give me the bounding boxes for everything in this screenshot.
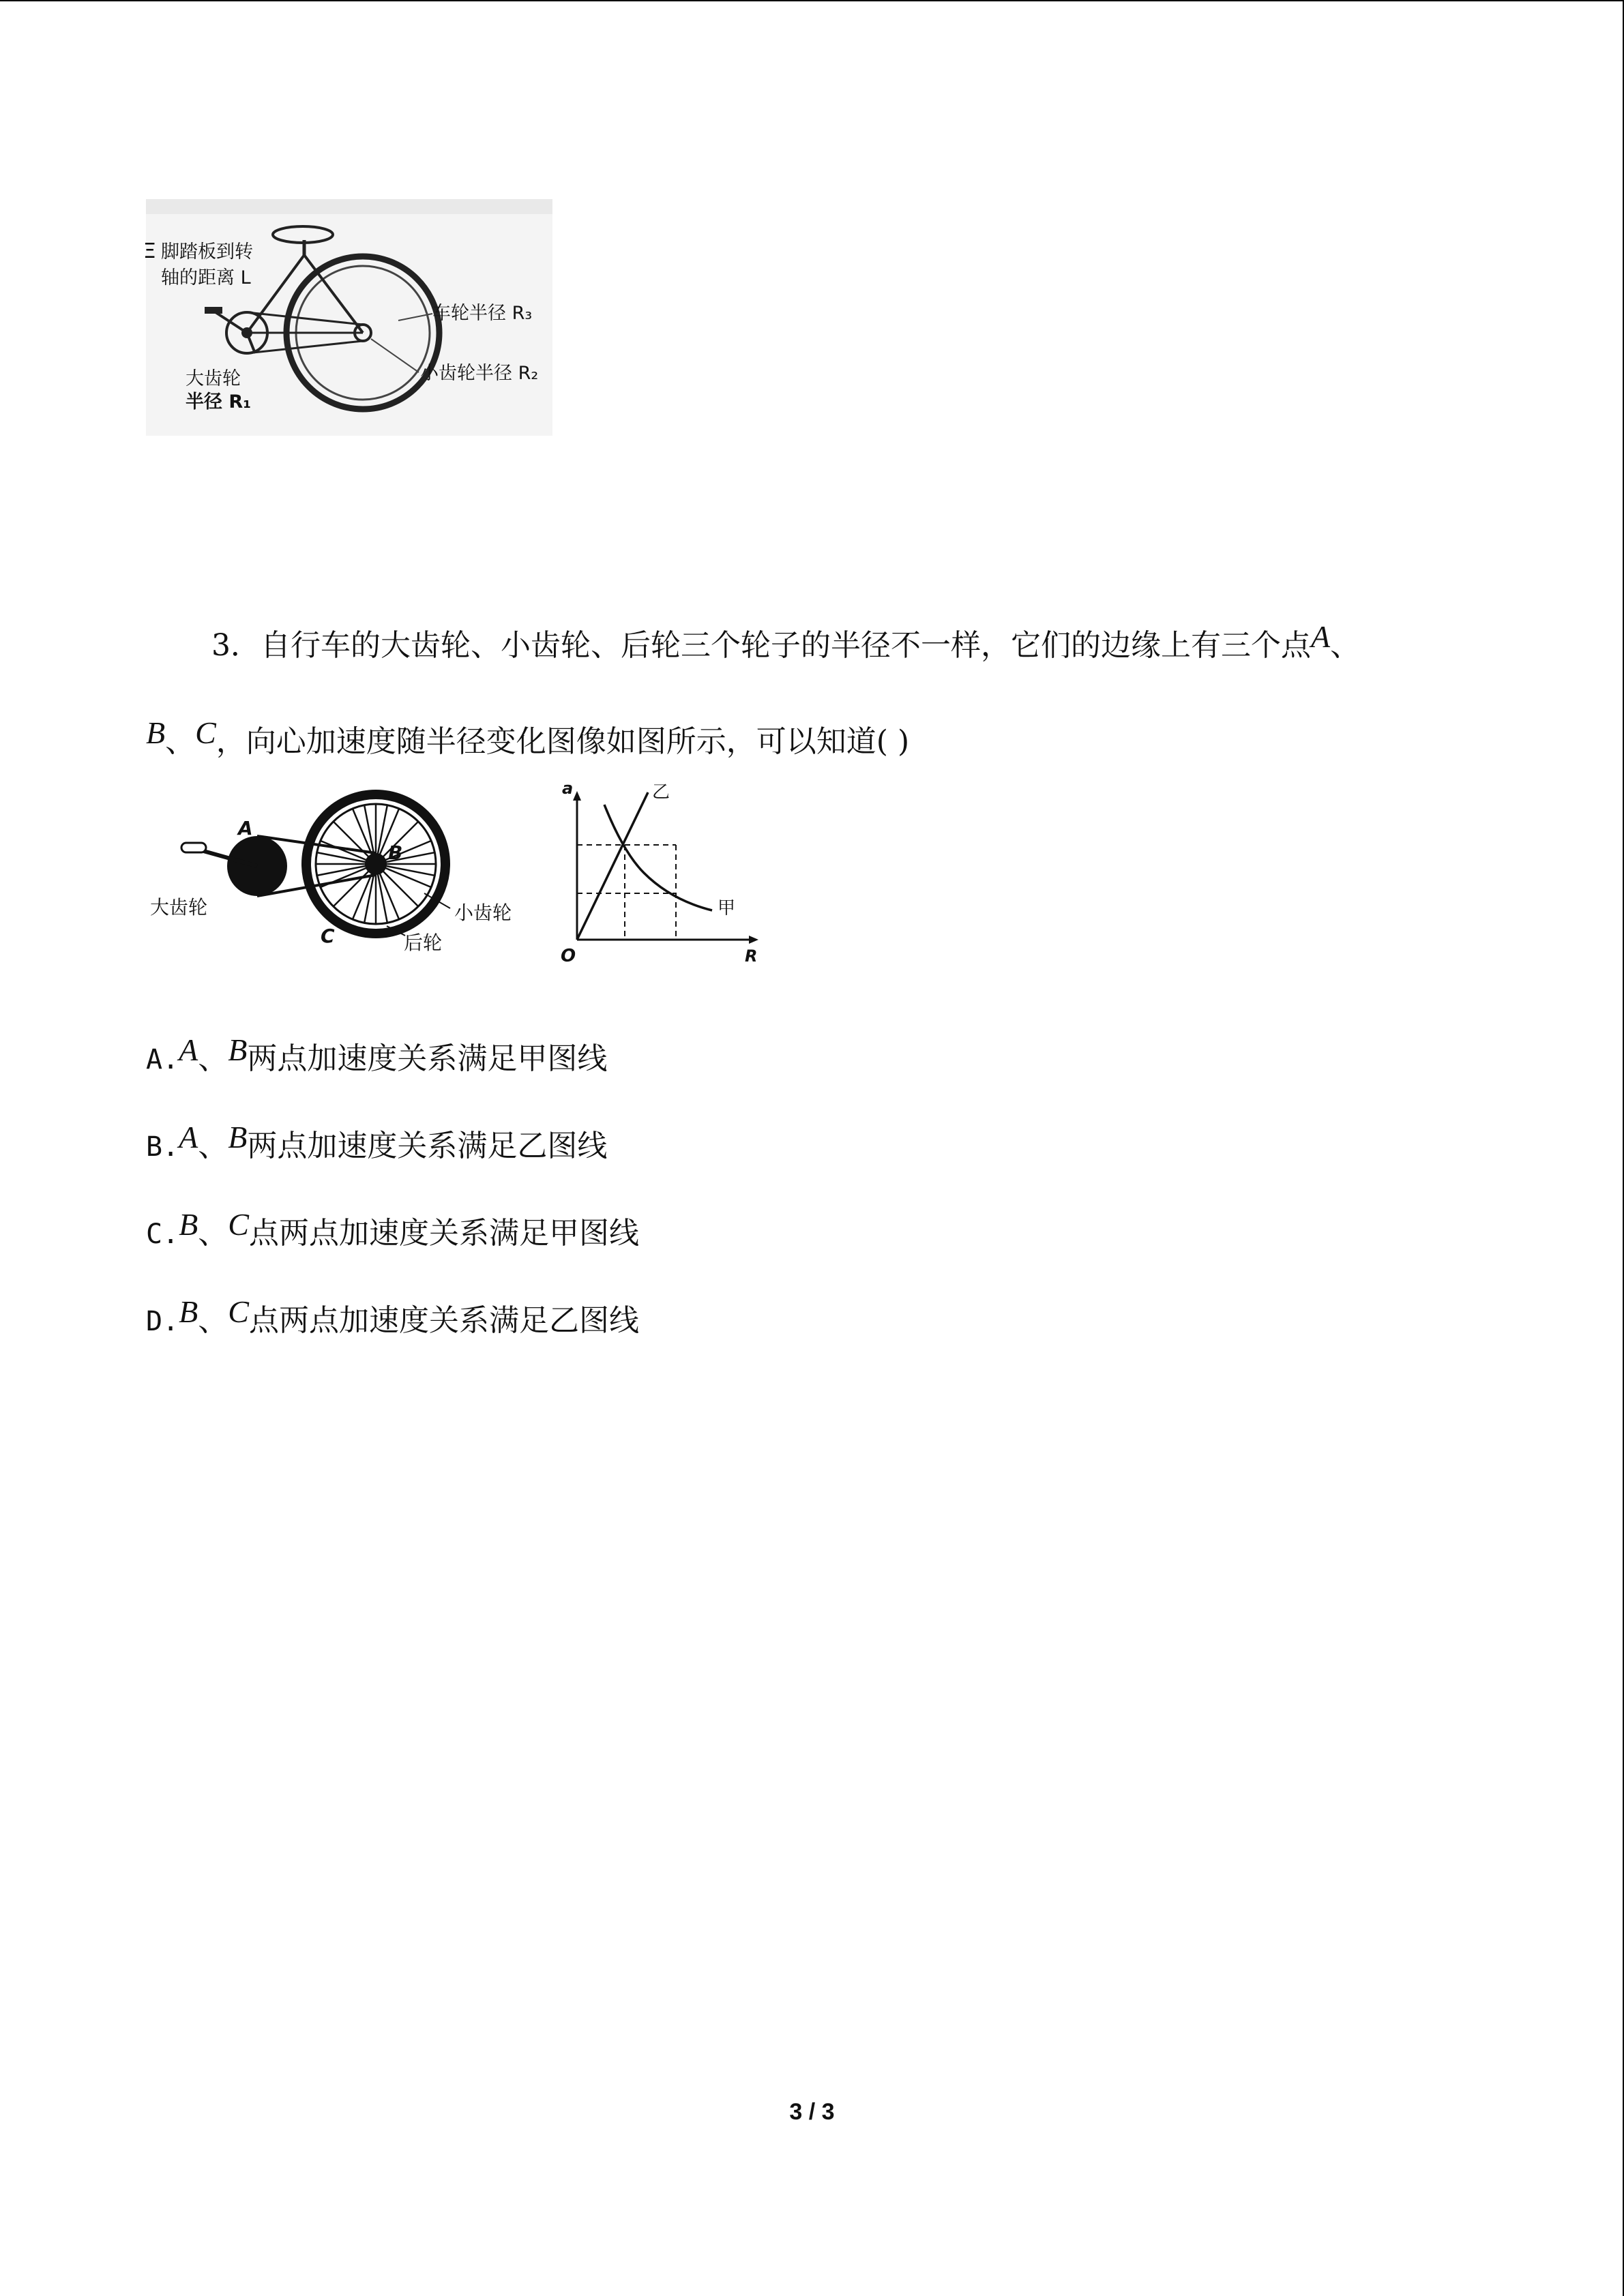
label-big-gear: 大齿轮 xyxy=(186,368,241,389)
point-c: C xyxy=(195,715,216,750)
question-stem xyxy=(146,593,1483,786)
point-a-label: A xyxy=(238,817,253,839)
option-text: 点两点加速度关系满足乙图线 xyxy=(248,1303,639,1338)
option-d[interactable] xyxy=(146,1285,1483,1372)
option-separator: 、 xyxy=(198,1041,228,1076)
option-a[interactable] xyxy=(146,1023,1483,1110)
option-point-2: B xyxy=(228,1032,248,1067)
option-point-1: A xyxy=(179,1032,198,1067)
label-pedal-distance-2: 轴的距离 L xyxy=(161,267,251,288)
bicycle-figure-1 xyxy=(143,199,552,436)
separator-1: 、 xyxy=(1330,628,1361,663)
option-text: 两点加速度关系满足乙图线 xyxy=(247,1129,608,1163)
option-letter: A. xyxy=(146,1044,179,1075)
question-text-1: 自行车的大齿轮、小齿轮、后轮三个轮子的半径不一样，它们的边缘上有三个点 xyxy=(261,628,1311,663)
option-c[interactable] xyxy=(146,1197,1483,1285)
svg-text:Ξ: Ξ xyxy=(143,239,156,263)
question-number: 3． xyxy=(211,628,261,663)
question-text-2: ，向心加速度随半径变化图像如图所示，可以知道( ) xyxy=(216,724,910,759)
curve-jia-label: 甲 xyxy=(718,898,736,919)
separator-2: 、 xyxy=(165,724,196,759)
point-a: A xyxy=(1311,619,1331,654)
bicycle-figure-2 xyxy=(146,777,760,968)
answer-options xyxy=(146,1023,1483,1372)
rear-wheel-label: 后轮 xyxy=(404,931,443,954)
axis-y-label: a xyxy=(562,779,574,798)
option-point-2: C xyxy=(228,1294,249,1329)
label-wheel-radius: 车轮半径 R₃ xyxy=(432,303,533,324)
label-big-gear-radius: 半径 R₁ xyxy=(186,391,252,413)
option-letter: C. xyxy=(146,1219,179,1250)
small-gear-label: 小齿轮 xyxy=(454,901,512,924)
page-number: 3 / 3 xyxy=(789,2099,835,2125)
option-separator: 、 xyxy=(198,1303,228,1338)
acceleration-radius-graph xyxy=(561,779,758,966)
axis-x-label: R xyxy=(745,946,758,966)
big-gear-label: 大齿轮 xyxy=(150,896,208,919)
option-separator: 、 xyxy=(198,1129,228,1163)
label-pedal-distance: 脚踏板到转 xyxy=(161,241,253,263)
point-b-label: B xyxy=(388,841,403,864)
option-text: 两点加速度关系满足甲图线 xyxy=(247,1041,608,1076)
option-letter: B. xyxy=(146,1131,179,1163)
option-b[interactable] xyxy=(146,1110,1483,1197)
option-point-1: B xyxy=(179,1294,198,1329)
option-point-1: A xyxy=(179,1120,198,1154)
option-point-1: B xyxy=(179,1207,198,1242)
origin-label: O xyxy=(561,946,576,966)
question-line-1 xyxy=(146,593,1483,689)
point-b: B xyxy=(146,715,166,750)
option-point-2: B xyxy=(228,1120,248,1154)
option-letter: D. xyxy=(146,1306,179,1337)
option-separator: 、 xyxy=(198,1216,228,1251)
option-point-2: C xyxy=(228,1207,249,1242)
option-text: 点两点加速度关系满足甲图线 xyxy=(248,1216,639,1251)
label-small-gear-radius: 小齿轮半径 R₂ xyxy=(420,363,539,384)
question-line-2 xyxy=(146,689,1483,786)
point-c-label: C xyxy=(321,925,335,947)
curve-yi-label: 乙 xyxy=(652,782,670,803)
